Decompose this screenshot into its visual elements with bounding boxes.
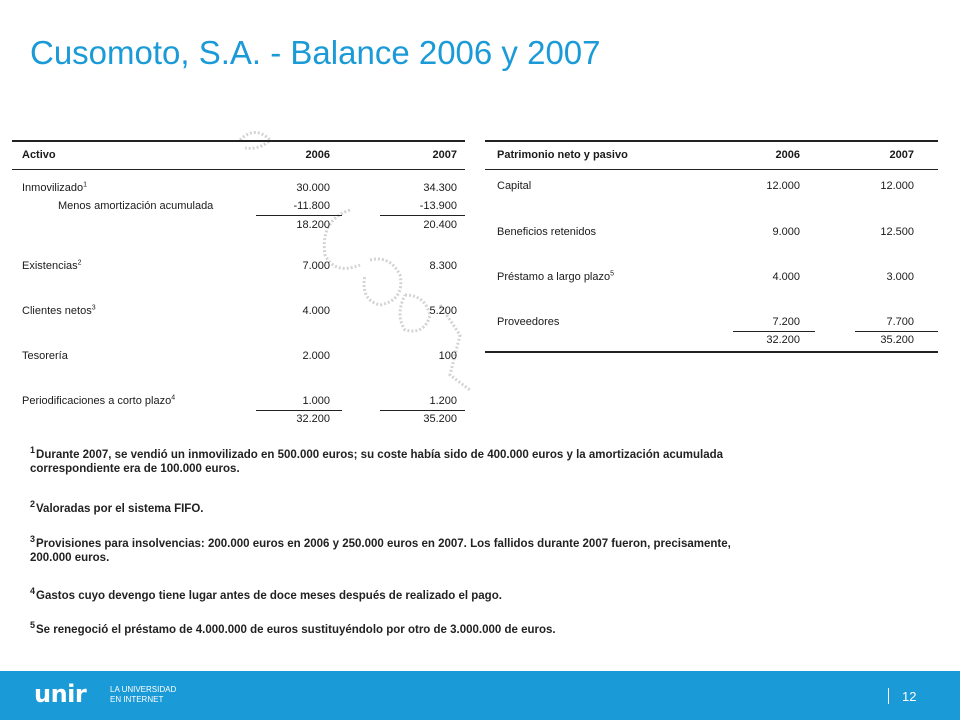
activo-header-label: Activo — [22, 149, 56, 161]
table-cell: -11.800 — [293, 200, 330, 212]
page-title: Cusomoto, S.A. - Balance 2006 y 2007 — [30, 34, 601, 71]
table-cell: 12.000 — [880, 180, 914, 192]
page-number-divider — [888, 688, 889, 704]
subtotal-rule — [256, 215, 342, 216]
activo-header-2007: 2007 — [432, 149, 457, 161]
table-cell: 5.200 — [429, 305, 457, 317]
table-cell: 2.000 — [302, 350, 330, 362]
table-row-label: Clientes netos$^3$ — [22, 304, 96, 317]
total-rule — [733, 331, 815, 332]
footnote-2: $^2$Valoradas por el sistema FIFO. — [30, 499, 204, 515]
table-cell: 1.000 — [302, 395, 330, 407]
logo-tagline: LA UNIVERSIDAD EN INTERNET — [110, 685, 177, 704]
table-cell: 12.000 — [766, 180, 800, 192]
pasivo-header-label: Patrimonio neto y pasivo — [497, 149, 628, 161]
table-cell: 9.000 — [772, 226, 800, 238]
table-cell: 20.400 — [423, 219, 457, 231]
pasivo-header-2006: 2006 — [775, 149, 800, 161]
table-cell-total: 35.200 — [880, 334, 914, 346]
total-rule — [256, 410, 342, 411]
table-row-label: Capital — [497, 180, 532, 192]
table-cell: 8.300 — [429, 260, 457, 272]
activo-table — [12, 137, 465, 437]
table-cell-total: 32.200 — [296, 413, 330, 425]
table-row-label: Menos amortización acumulada — [58, 200, 214, 212]
table-cell: 12.500 — [880, 226, 914, 238]
pasivo-table — [485, 137, 938, 362]
table-row-label: Beneficios retenidos — [497, 226, 597, 238]
table-row-label: Periodificaciones a corto plazo$^4$ — [22, 394, 176, 407]
footnote-1: $^1$Durante 2007, se vendió un inmovilizado en 500.000 euros; su coste había sido de 400.000 euros y la amortización acumulada correspondiente era de 100.000 euros. — [30, 445, 724, 475]
footer-bar — [0, 671, 960, 720]
table-row-label: Préstamo a largo plazo$^5$ — [497, 270, 615, 283]
table-cell: 3.000 — [886, 271, 914, 283]
activo-header-2006: 2006 — [305, 149, 330, 161]
footnote-3: $^3$Provisiones para insolvencias: 200.000 euros en 2006 y 250.000 euros en 2007. Los fallidos durante 2007 fueron, precisamente, 200.000 euros. — [30, 534, 731, 564]
unir-logo: unir — [34, 680, 87, 708]
table-cell: 7.700 — [886, 316, 914, 328]
page-number: 12 — [902, 689, 917, 704]
table-cell: 100 — [438, 350, 457, 362]
table-cell: 4.000 — [302, 305, 330, 317]
footnote-4: $^4$Gastos cuyo devengo tiene lugar antes de doce meses después de realizado el pago. — [30, 586, 502, 602]
table-row-label: Inmovilizado$^1$ — [22, 181, 88, 194]
table-cell: 18.200 — [296, 219, 330, 231]
table-cell: 34.300 — [423, 182, 457, 194]
table-cell: 7.000 — [302, 260, 330, 272]
total-rule — [380, 410, 465, 411]
subtotal-rule — [380, 215, 465, 216]
footnote-5: $^5$Se renegoció el préstamo de 4.000.000 de euros sustituyéndolo por otro de 3.000.000 de euros. — [30, 620, 556, 636]
table-cell-total: 32.200 — [766, 334, 800, 346]
table-cell: 7.200 — [772, 316, 800, 328]
table-cell: 30.000 — [296, 182, 330, 194]
table-cell: 1.200 — [429, 395, 457, 407]
table-row-label: Existencias$^2$ — [22, 259, 82, 272]
total-rule — [855, 331, 938, 332]
table-row-label: Tesorería — [22, 350, 68, 362]
table-row-label: Proveedores — [497, 316, 560, 328]
pasivo-header-2007: 2007 — [889, 149, 914, 161]
table-cell: 4.000 — [772, 271, 800, 283]
table-cell-total: 35.200 — [423, 413, 457, 425]
table-cell: -13.900 — [419, 200, 457, 212]
